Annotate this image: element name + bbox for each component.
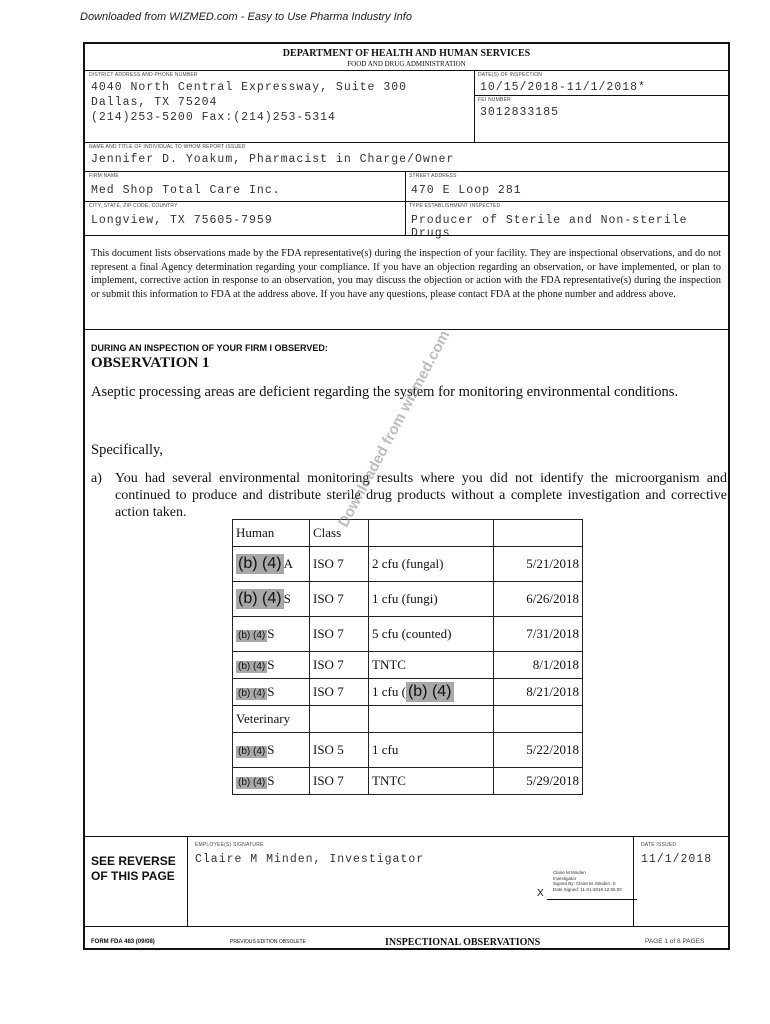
class-cell: ISO 7: [310, 617, 369, 652]
date-cell: 8/21/2018: [494, 679, 583, 706]
class-cell: ISO 7: [310, 652, 369, 679]
result-cell: TNTC: [369, 652, 494, 679]
date-cell: 5/29/2018: [494, 768, 583, 795]
divider: [85, 329, 728, 330]
class-cell: ISO 7: [310, 679, 369, 706]
item-letter: a): [91, 471, 102, 486]
header-human: Human: [233, 520, 310, 547]
inspection-notice: This document lists observations made by the FDA representative(s) during the inspection of your facility. They are inspectional observations, and do not represent a final Agency determination regarding your compliance. If you have an objection regarding an observation, or have implemented, or plan to implement, corrective action in response to an observation, you may discuss the objection or action with the FDA representative(s) during the inspection or submit this information to FDA at the address above. If you have any questions, please contact FDA at the phone number and address above.: [91, 248, 721, 300]
observation-summary: Aseptic processing areas are deficient regarding the system for monitoring environmental conditions.: [91, 384, 679, 400]
divider: [85, 201, 728, 202]
establishment-label: TYPE ESTABLISHMENT INSPECTED: [409, 203, 501, 209]
table-row: [233, 617, 583, 652]
specifically-label: Specifically,: [91, 442, 163, 458]
location-suffix: S: [283, 591, 291, 606]
employee-signature-label: EMPLOYEE(S) SIGNATURE: [195, 842, 264, 848]
signature-line: [547, 899, 637, 900]
divider: [85, 235, 728, 236]
table-row: [233, 582, 583, 617]
district-line1: 4040 North Central Expressway, Suite 300: [91, 81, 408, 94]
result-cell: 2 cfu (fungal): [369, 547, 494, 582]
date-cell: 6/26/2018: [494, 582, 583, 617]
previous-edition: PREVIOUS EDITION OBSOLETE: [230, 939, 306, 945]
date-issued-value: 11/1/2018: [641, 853, 713, 866]
observation-item-a: [91, 470, 727, 521]
table-row: [233, 679, 583, 706]
environmental-monitoring-table: [232, 519, 583, 795]
date-cell: 8/1/2018: [494, 652, 583, 679]
redaction: (b) (4): [238, 777, 266, 788]
divider: [187, 836, 188, 926]
fei-value: 3012833185: [480, 106, 560, 119]
firm-value: Med Shop Total Care Inc.: [91, 184, 281, 197]
establishment-value: Producer of Sterile and Non-sterile Drugs: [411, 214, 688, 240]
veterinary-label: Veterinary: [233, 706, 310, 733]
employee-signature-value: Claire M Minden, Investigator: [195, 853, 425, 866]
form-number: FORM FDA 483 (09/08): [91, 939, 155, 945]
see-reverse: SEE REVERSE OF THIS PAGE: [91, 854, 176, 883]
individual-label: NAME AND TITLE OF INDIVIDUAL TO WHOM REPORT ISSUED: [89, 144, 246, 150]
class-cell: ISO 7: [310, 582, 369, 617]
individual-value: Jennifer D. Yoakum, Pharmacist in Charge/Owner: [91, 153, 455, 166]
divider: [85, 926, 728, 927]
observation-intro: DURING AN INSPECTION OF YOUR FIRM I OBSERVED:: [91, 343, 328, 353]
divider: [85, 171, 728, 172]
redaction: (b) (4): [238, 630, 266, 641]
location-suffix: S: [267, 684, 275, 699]
date-cell: 5/22/2018: [494, 733, 583, 768]
fda-483-form: [83, 42, 730, 950]
location-cell: [233, 768, 310, 795]
district-label: DISTRICT ADDRESS AND PHONE NUMBER: [89, 72, 198, 78]
street-value: 470 E Loop 281: [411, 184, 522, 197]
class-cell: ISO 5: [310, 733, 369, 768]
result-prefix: 1 cfu (: [372, 684, 406, 699]
class-cell: ISO 7: [310, 547, 369, 582]
item-text: You had several environmental monitoring results where you did not identify the microorganism and continued to produce and distribute sterile drug products without a complete investigation and corrective action taken.: [115, 471, 727, 520]
header-date: [494, 520, 583, 547]
divider: [474, 70, 475, 142]
result-cell: 1 cfu: [369, 733, 494, 768]
location-cell: [233, 733, 310, 768]
divider: [85, 142, 728, 143]
header-result: [369, 520, 494, 547]
inspection-dates-label: DATE(S) OF INSPECTION: [478, 72, 543, 78]
firm-label: FIRM NAME: [89, 173, 119, 179]
header-class: Class: [310, 520, 369, 547]
location-suffix: S: [267, 773, 275, 788]
signature-x-mark: X: [537, 888, 544, 899]
form-title: INSPECTIONAL OBSERVATIONS: [385, 937, 541, 948]
divider: [405, 171, 406, 235]
divider: [633, 836, 634, 926]
location-cell: [233, 617, 310, 652]
agency-subtitle: FOOD AND DRUG ADMINISTRATION: [347, 60, 466, 68]
date-cell: 5/21/2018: [494, 547, 583, 582]
date-cell: 7/31/2018: [494, 617, 583, 652]
digital-signature: Claire M Minden Investigator Signed By: Claire M. Minden -S Date Signed: 11-01-2018 12:55:00: [553, 870, 622, 892]
location-suffix: A: [283, 556, 293, 571]
download-banner: Downloaded from WIZMED.com - Easy to Use Pharma Industry Info: [80, 11, 412, 23]
city-value: Longview, TX 75605-7959: [91, 214, 273, 227]
class-cell: ISO 7: [310, 768, 369, 795]
fei-label: FEI NUMBER: [478, 97, 511, 103]
divider: [85, 70, 728, 71]
department-title: DEPARTMENT OF HEALTH AND HUMAN SERVICES: [282, 48, 531, 59]
divider: [85, 836, 728, 837]
table-header-row: [233, 520, 583, 547]
location-cell: [233, 547, 310, 582]
city-label: CITY, STATE, ZIP CODE, COUNTRY: [89, 203, 178, 209]
street-label: STREET ADDRESS: [409, 173, 457, 179]
result-cell: TNTC: [369, 768, 494, 795]
page-number: PAGE 1 of 8 PAGES: [645, 938, 705, 945]
location-cell: [233, 582, 310, 617]
location-suffix: S: [267, 657, 275, 672]
redaction: (b) (4): [238, 688, 266, 699]
result-cell: 5 cfu (counted): [369, 617, 494, 652]
date-issued-label: DATE ISSUED: [641, 842, 677, 848]
table-row: [233, 547, 583, 582]
location-cell: [233, 652, 310, 679]
table-row: [233, 652, 583, 679]
district-line2: Dallas, TX 75204: [91, 96, 218, 109]
redaction: (b) (4): [407, 683, 452, 700]
redaction: (b) (4): [238, 555, 282, 572]
inspection-dates-value: 10/15/2018-11/1/2018*: [480, 81, 646, 94]
district-line3: (214)253-5200 Fax:(214)253-5314: [91, 111, 336, 124]
divider: [474, 95, 728, 96]
watermark: Downloaded from wizmed.com: [335, 327, 454, 530]
location-suffix: S: [267, 626, 275, 641]
observation-heading: OBSERVATION 1: [91, 355, 210, 371]
table-row: [233, 733, 583, 768]
result-cell: [369, 679, 494, 706]
location-cell: [233, 679, 310, 706]
redaction: (b) (4): [238, 590, 282, 607]
redaction: (b) (4): [238, 746, 266, 757]
result-cell: 1 cfu (fungi): [369, 582, 494, 617]
location-suffix: S: [267, 742, 275, 757]
table-row: [233, 768, 583, 795]
veterinary-header-row: [233, 706, 583, 733]
redaction: (b) (4): [238, 661, 266, 672]
